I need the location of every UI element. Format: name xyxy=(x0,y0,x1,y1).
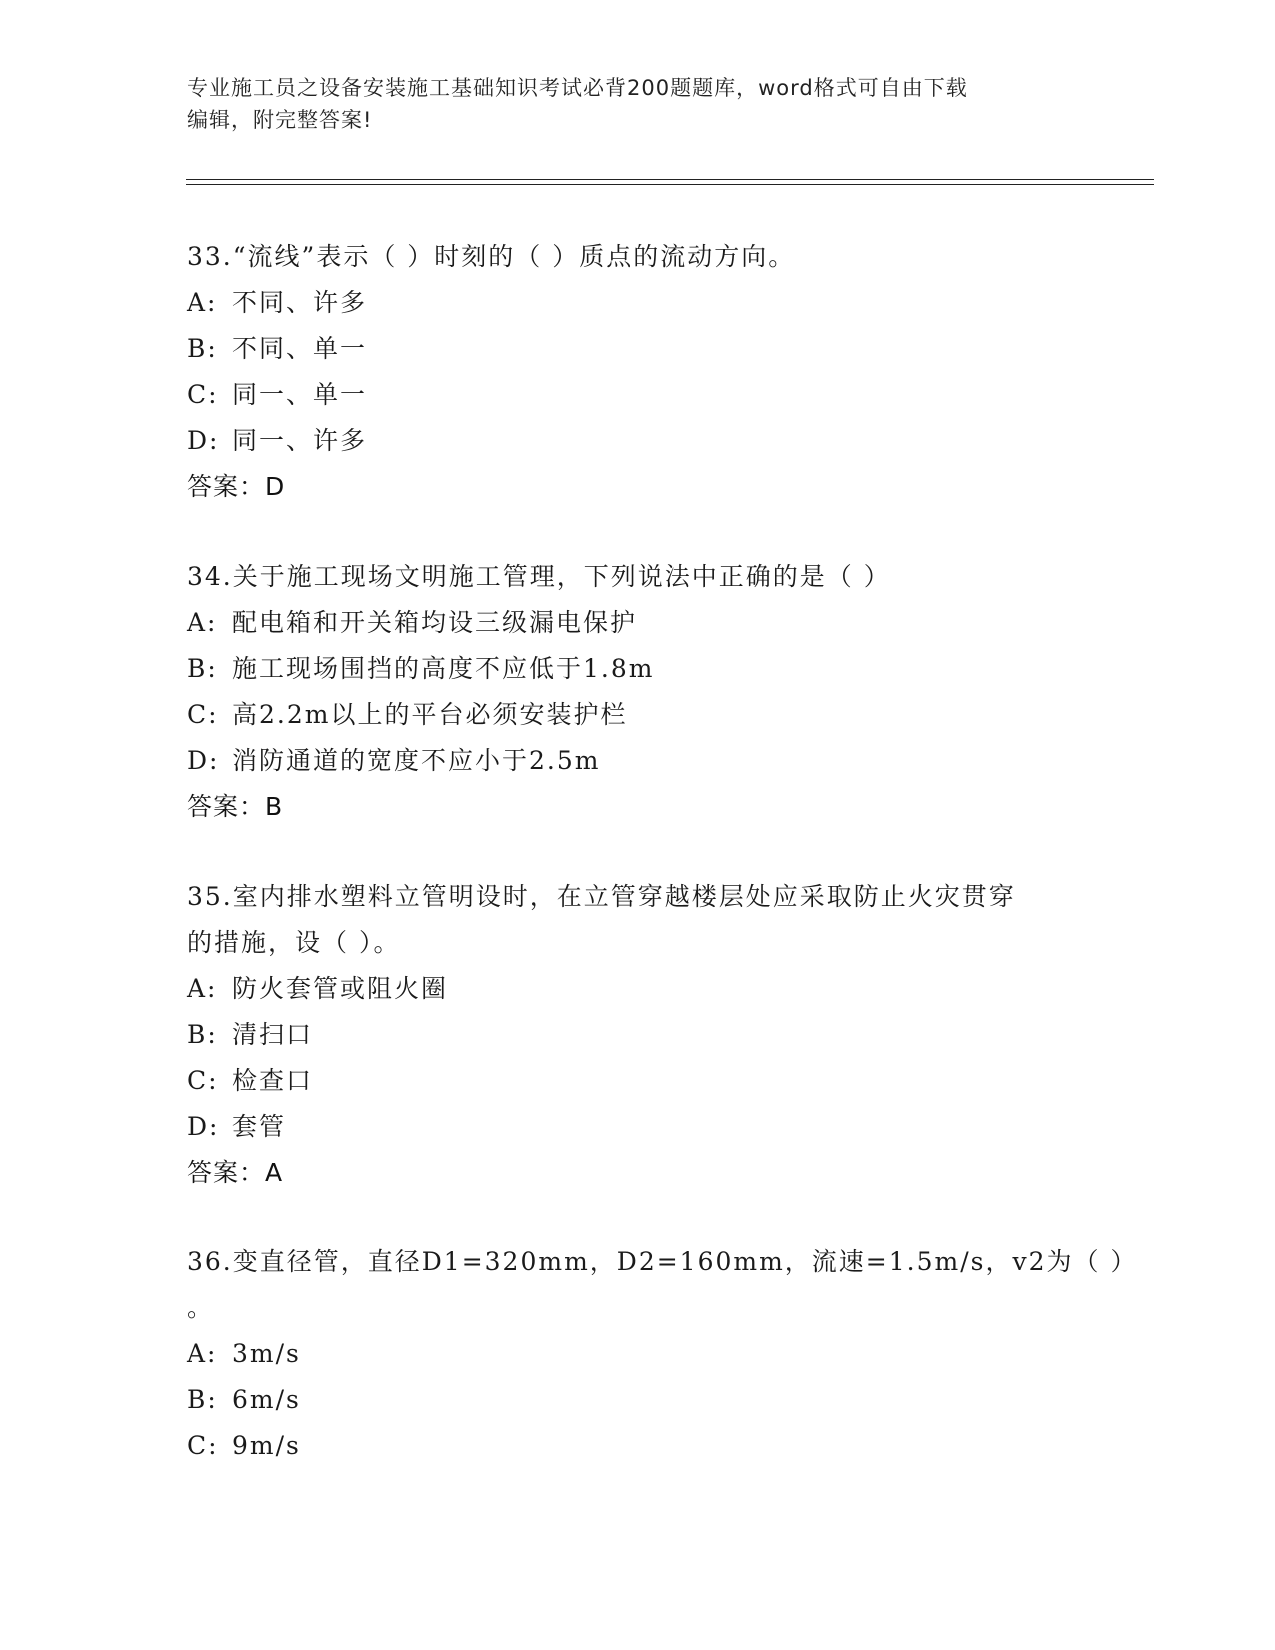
option-c xyxy=(187,692,1087,738)
question-stem-continued: 。 xyxy=(187,1293,215,1322)
question-stem: 36.变直径管，直径D1=320mm，D2=160mm，流速=1.5m/s，v2为（ ） xyxy=(187,1247,1138,1276)
answer-line: 答案：D xyxy=(187,472,286,501)
option-key: B: xyxy=(187,1385,218,1414)
option-key: A: xyxy=(187,608,218,637)
header-divider-top xyxy=(186,179,1154,180)
option-text: 3m/s xyxy=(232,1339,301,1368)
option-text: 防火套管或阻火圈 xyxy=(232,974,449,1003)
question-stem-continued: 的措施，设（ ）。 xyxy=(187,928,401,957)
option-b xyxy=(187,646,1087,692)
option-a xyxy=(187,280,1087,326)
option-c xyxy=(187,1423,1087,1469)
option-text: 套管 xyxy=(232,1112,287,1141)
header-title-line-1: 专业施工员之设备安装施工基础知识考试必背200题题库，word格式可自由下载 xyxy=(187,76,968,100)
document-header xyxy=(187,72,1087,136)
option-text: 清扫口 xyxy=(232,1020,314,1049)
option-text: 不同、许多 xyxy=(232,288,368,317)
option-text: 高2.2m以上的平台必须安装护栏 xyxy=(232,700,628,729)
option-d xyxy=(187,1104,1087,1150)
question-stem: 35.室内排水塑料立管明设时，在立管穿越楼层处应采取防止火灾贯穿 xyxy=(187,882,1016,911)
option-text: 同一、许多 xyxy=(232,426,368,455)
option-c xyxy=(187,1058,1087,1104)
option-key: D: xyxy=(187,426,220,455)
option-a xyxy=(187,966,1087,1012)
option-d xyxy=(187,418,1087,464)
option-text: 同一、单一 xyxy=(232,380,368,409)
option-a xyxy=(187,600,1087,646)
option-key: B: xyxy=(187,1020,218,1049)
header-title-line-2: 编辑，附完整答案! xyxy=(187,108,373,132)
header-divider-bottom xyxy=(186,184,1154,185)
option-key: C: xyxy=(187,380,219,409)
question-stem: 34.关于施工现场文明施工管理，下列说法中正确的是（ ） xyxy=(187,562,891,591)
option-key: B: xyxy=(187,334,218,363)
answer-line: 答案：B xyxy=(187,792,284,821)
option-key: C: xyxy=(187,700,219,729)
answer-line: 答案：A xyxy=(187,1158,284,1187)
option-text: 6m/s xyxy=(232,1385,301,1414)
option-text: 配电箱和开关箱均设三级漏电保护 xyxy=(232,608,638,637)
option-text: 检查口 xyxy=(232,1066,314,1095)
question-36 xyxy=(187,1239,1138,1469)
option-text: 9m/s xyxy=(232,1431,301,1460)
option-b xyxy=(187,1012,1087,1058)
option-key: A: xyxy=(187,974,218,1003)
question-34 xyxy=(187,554,1087,830)
option-b xyxy=(187,1377,1087,1423)
question-33 xyxy=(187,234,1087,510)
option-key: A: xyxy=(187,288,218,317)
option-b xyxy=(187,326,1087,372)
option-c xyxy=(187,372,1087,418)
question-35 xyxy=(187,874,1087,1196)
option-key: C: xyxy=(187,1431,219,1460)
option-text: 消防通道的宽度不应小于2.5m xyxy=(232,746,601,775)
option-key: A: xyxy=(187,1339,218,1368)
option-key: C: xyxy=(187,1066,219,1095)
option-text: 施工现场围挡的高度不应低于1.8m xyxy=(232,654,655,683)
option-key: B: xyxy=(187,654,218,683)
option-d xyxy=(187,738,1087,784)
question-stem: 33.“流线”表示（ ）时刻的（ ）质点的流动方向。 xyxy=(187,242,796,271)
option-a xyxy=(187,1331,1087,1377)
option-text: 不同、单一 xyxy=(232,334,368,363)
option-key: D: xyxy=(187,746,220,775)
option-key: D: xyxy=(187,1112,220,1141)
